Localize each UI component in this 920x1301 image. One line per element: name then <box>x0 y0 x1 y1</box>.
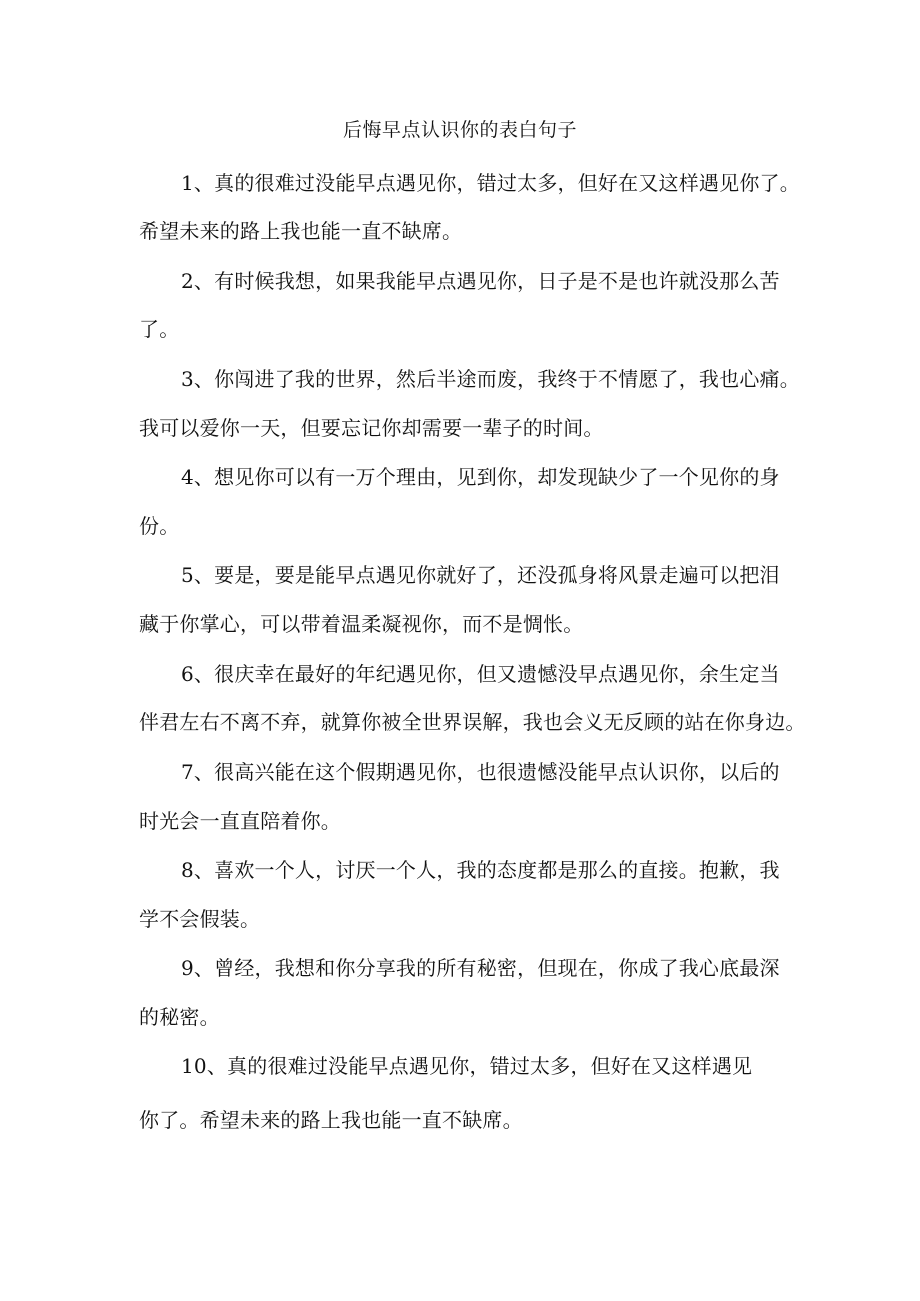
item-line-2: 了。 <box>139 317 180 341</box>
item-line-1: 7、很高兴能在这个假期遇见你，也很遗憾没能早点认识你，以后的 <box>181 760 780 784</box>
item-line-2: 份。 <box>139 514 180 538</box>
item-line-2: 藏于你掌心，可以带着温柔凝视你，而不是惆怅。 <box>139 612 584 636</box>
item-line-1: 9、曾经，我想和你分享我的所有秘密，但现在，你成了我心底最深 <box>181 956 780 980</box>
document-title: 后悔早点认识你的表白句子 <box>342 119 577 141</box>
item-line-1: 10、真的很难过没能早点遇见你，错过太多，但好在又这样遇见 <box>181 1054 753 1078</box>
item-line-1: 1、真的很难过没能早点遇见你，错过太多，但好在又这样遇见你了。 <box>181 171 800 195</box>
item-line-2: 希望未来的路上我也能一直不缺席。 <box>139 219 463 243</box>
item-line-2: 的秘密。 <box>139 1005 220 1029</box>
item-line-2: 伴君左右不离不弃，就算你被全世界误解，我也会义无反顾的站在你身边。 <box>139 710 806 734</box>
item-line-2: 学不会假装。 <box>139 907 261 931</box>
item-line-1: 2、有时候我想，如果我能早点遇见你，日子是不是也许就没那么苦 <box>181 269 780 293</box>
item-line-2: 你了。希望未来的路上我也能一直不缺席。 <box>139 1108 523 1132</box>
item-line-1: 6、很庆幸在最好的年纪遇见你，但又遗憾没早点遇见你，余生定当 <box>181 662 780 686</box>
item-line-1: 8、喜欢一个人，讨厌一个人，我的态度都是那么的直接。抱歉，我 <box>181 858 780 882</box>
item-line-1: 5、要是，要是能早点遇见你就好了，还没孤身将风景走遍可以把泪 <box>181 563 780 587</box>
item-line-2: 我可以爱你一天，但要忘记你却需要一辈子的时间。 <box>139 416 604 440</box>
item-line-2: 时光会一直直陪着你。 <box>139 809 341 833</box>
item-line-1: 4、想见你可以有一万个理由，见到你，却发现缺少了一个见你的身 <box>181 465 780 489</box>
item-line-1: 3、你闯进了我的世界，然后半途而废，我终于不情愿了，我也心痛。 <box>181 367 800 391</box>
